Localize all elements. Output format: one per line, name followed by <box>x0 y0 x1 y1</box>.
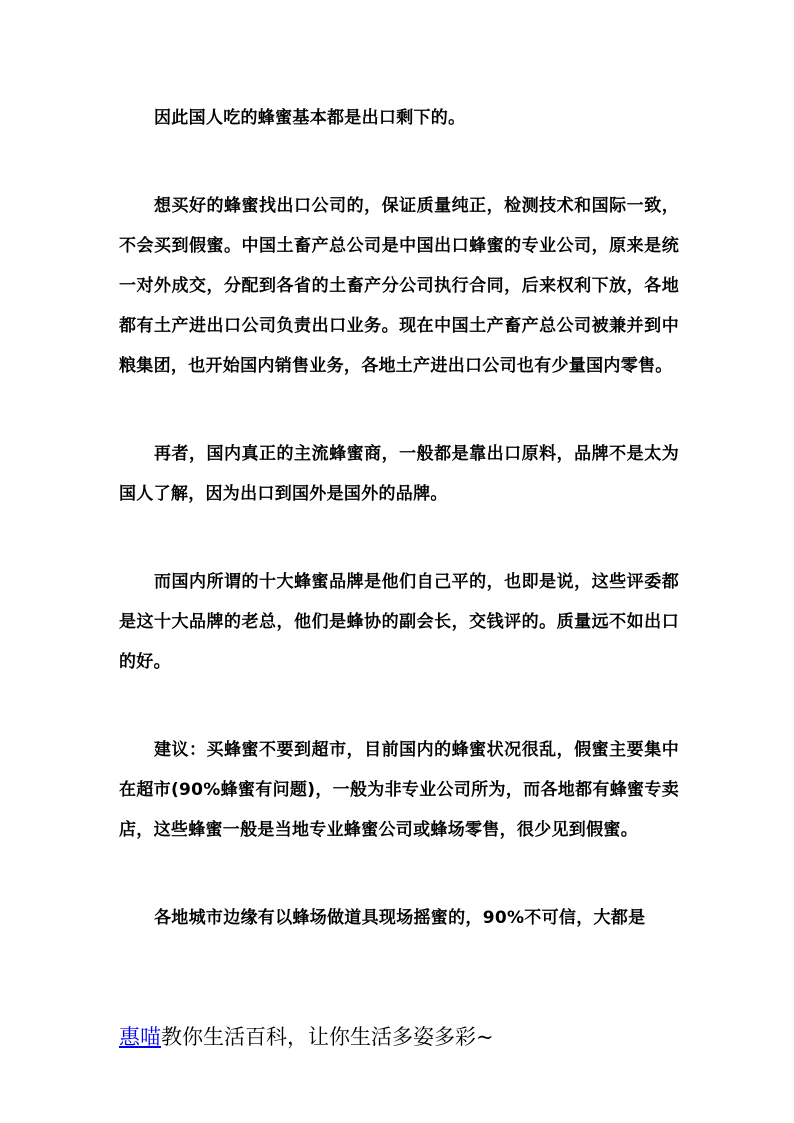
paragraph-5: 建议：买蜂蜜不要到超市，目前国内的蜂蜜状况很乱，假蜜主要集中在超市(90%蜂蜜有问题)，一般为非专业公司所为，而各地都有蜂蜜专卖店，这些蜂蜜一般是当地专业蜂蜜公司或蜂场零售，很少见到假蜜。 <box>119 740 679 840</box>
footer-tagline: 教你生活百科，让你生活多姿多彩~ <box>161 1025 494 1049</box>
paragraph-1: 因此国人吃的蜂蜜基本都是出口剩下的。 <box>154 108 466 128</box>
document-body <box>119 98 679 938</box>
paragraph-3: 再者，国内真正的主流蜂蜜商，一般都是靠出口原料，品牌不是太为国人了解，因为出口到国外是国外的品牌。 <box>119 444 679 504</box>
brand-link[interactable]: 惠喵 <box>119 1025 161 1049</box>
paragraph-6: 各地城市边缘有以蜂场做道具现场摇蜜的，90%不可信，大都是 <box>154 908 646 928</box>
paragraph-2: 想买好的蜂蜜找出口公司的，保证质量纯正，检测技术和国际一致，不会买到假蜜。中国土畜产总公司是中国出口蜂蜜的专业公司，原来是统一对外成交，分配到各省的土畜产分公司执行合同，后来权利下放，各地都有土产进出口公司负责出口业务。现在中国土产畜产总公司被兼并到中粮集团，也开始国内销售业务，各地土产进出口公司也有少量国内零售。 <box>119 196 679 376</box>
paragraph-4: 而国内所谓的十大蜂蜜品牌是他们自己平的，也即是说，这些评委都是这十大品牌的老总，他们是蜂协的副会长，交钱评的。质量远不如出口的好。 <box>119 572 679 672</box>
footer-banner <box>119 1022 494 1052</box>
